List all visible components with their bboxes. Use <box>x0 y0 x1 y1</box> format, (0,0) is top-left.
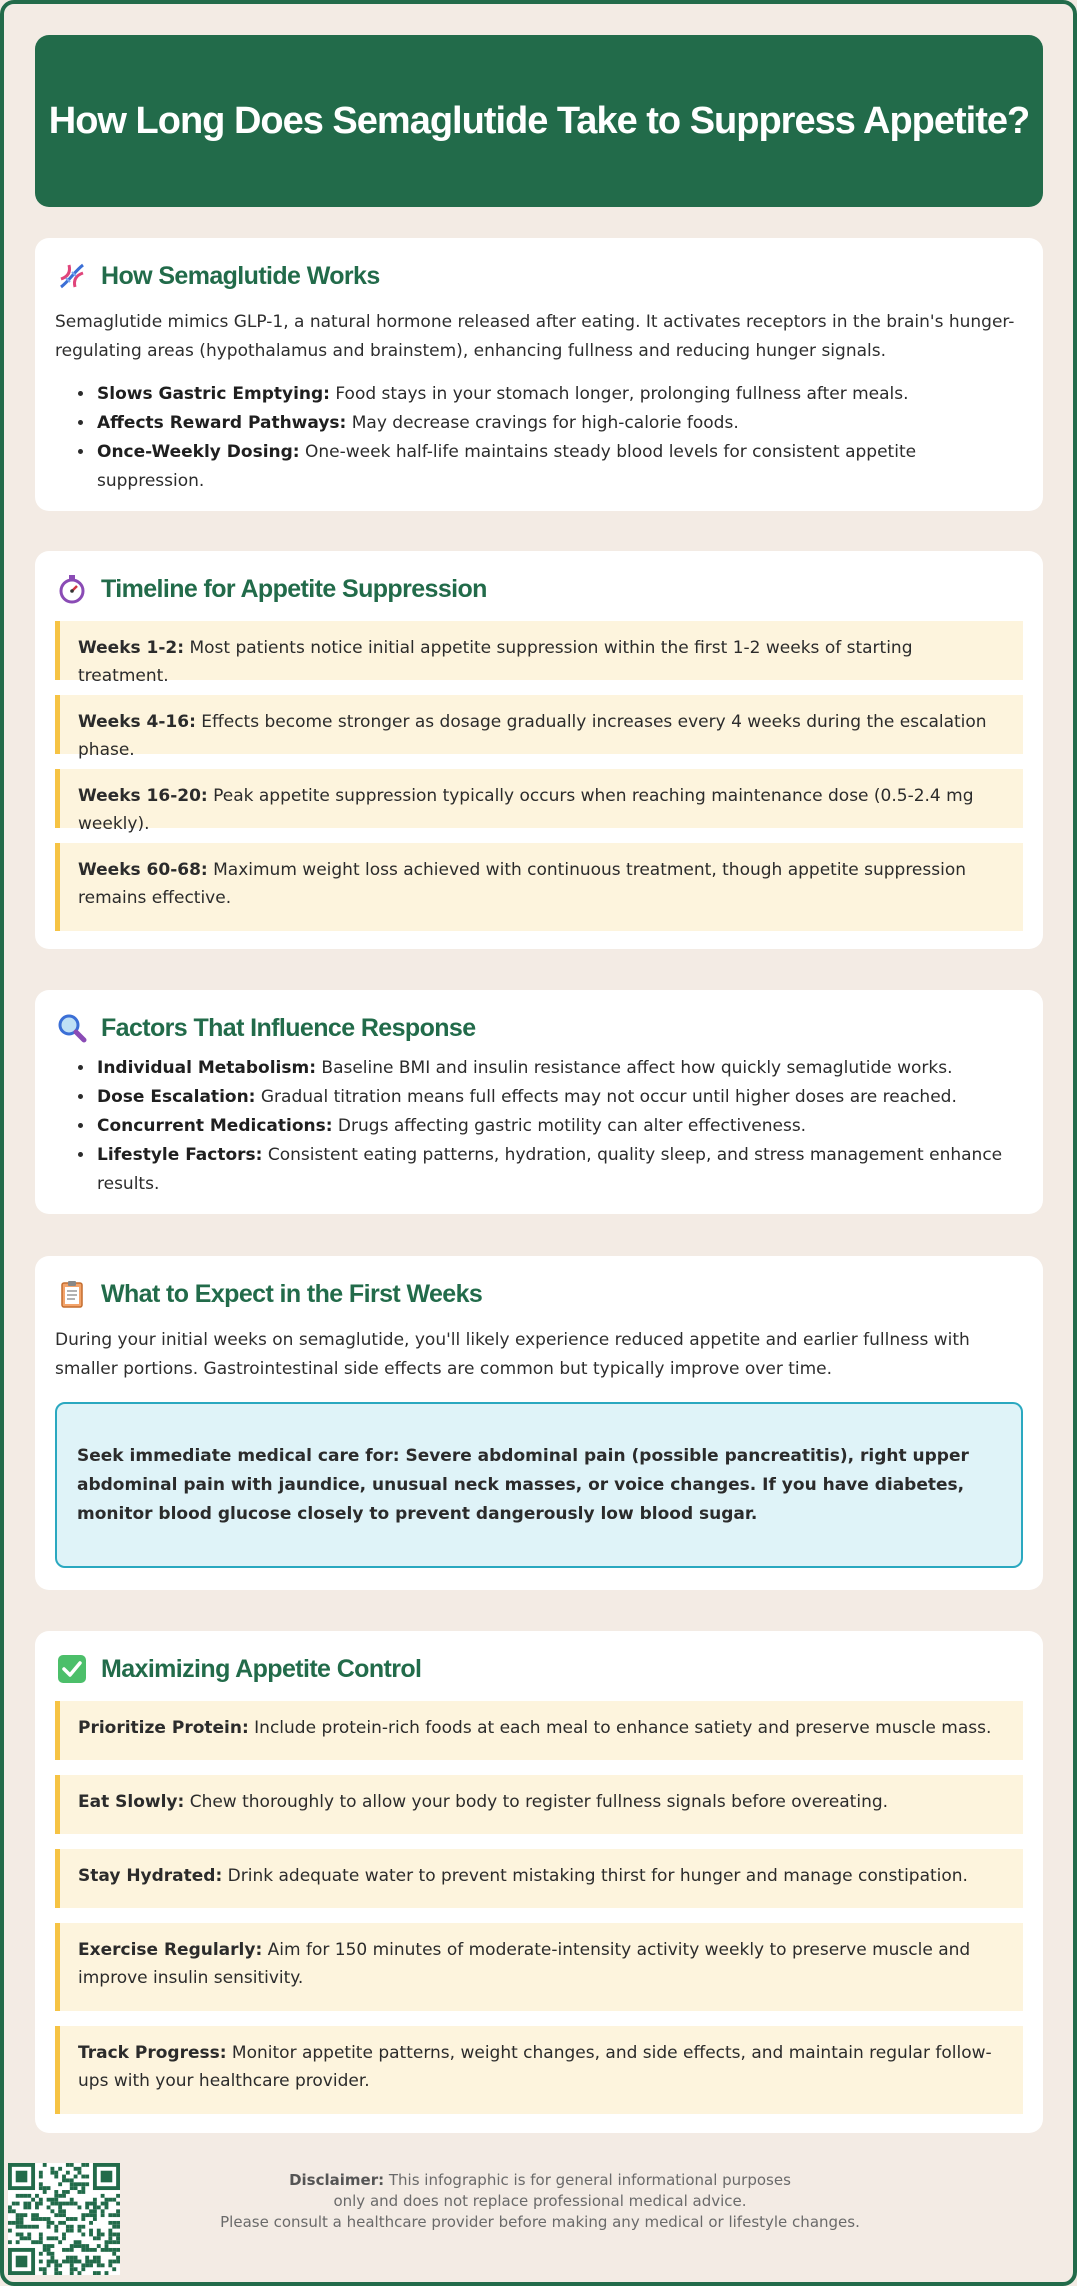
item-text: Consistent eating patterns, hydration, quality sleep, and stress management enhance results. <box>97 1145 1003 1194</box>
qr-code[interactable] <box>8 2163 120 2275</box>
tip-item <box>55 1849 1023 1908</box>
item-label: Exercise Regularly: <box>78 1940 263 1960</box>
item-text: Monitor appetite patterns, weight changes, and side effects, and maintain regular follow-ups with your healthcare provider. <box>78 2043 992 2091</box>
magnifier-icon <box>55 1011 89 1045</box>
item-label: Prioritize Protein: <box>78 1718 249 1738</box>
timeline-item <box>55 695 1023 760</box>
section-heading: How Semaglutide Works <box>101 261 380 290</box>
list-item <box>95 1141 1023 1199</box>
item-label: Individual Metabolism: <box>97 1058 316 1078</box>
item-text: Drugs affecting gastric motility can alter effectiveness. <box>332 1116 807 1136</box>
list-item <box>95 1054 1023 1083</box>
item-label: Slows Gastric Emptying: <box>97 384 330 404</box>
disclaimer-text: This infographic is for general informational purposes <box>384 2171 791 2189</box>
item-text: May decrease cravings for high-calorie foods. <box>346 413 739 433</box>
list-item <box>95 438 1023 496</box>
item-label: Weeks 4-16: <box>78 712 196 732</box>
item-label: Weeks 16-20: <box>78 786 208 806</box>
factors-list <box>95 1054 1023 1199</box>
item-text: Include protein-rich foods at each meal to enhance satiety and preserve muscle mass. <box>248 1718 992 1738</box>
title-banner <box>35 35 1043 207</box>
mechanism-list <box>95 380 1023 496</box>
list-item <box>95 1112 1023 1141</box>
tip-item <box>55 1701 1023 1760</box>
item-text: One-week half-life maintains steady blood levels for consistent appetite suppression. <box>97 442 917 491</box>
section-heading: Maximizing Appetite Control <box>101 1654 422 1683</box>
item-label: Eat Slowly: <box>78 1792 185 1812</box>
item-text: Peak appetite suppression typically occurs when reaching maintenance dose (0.5-2.4 mg weekly). <box>78 786 974 834</box>
dna-icon <box>55 259 89 293</box>
list-item <box>95 380 1023 409</box>
clipboard-icon <box>55 1277 89 1311</box>
item-text: Aim for 150 minutes of moderate-intensity activity weekly to preserve muscle and improve insulin sensitivity. <box>78 1940 971 1988</box>
item-text: Chew thoroughly to allow your body to register fullness signals before overeating. <box>184 1792 889 1812</box>
expect-card <box>35 1256 1043 1590</box>
tip-item <box>55 2026 1023 2114</box>
tip-item <box>55 1775 1023 1834</box>
item-label: Affects Reward Pathways: <box>97 413 347 433</box>
item-text: Drink adequate water to prevent mistaking thirst for hunger and manage constipation. <box>222 1866 968 1886</box>
checkmark-icon <box>55 1652 89 1686</box>
item-text: Effects become stronger as dosage gradually increases every 4 weeks during the escalation phase. <box>78 712 987 760</box>
intro-text: During your initial weeks on semaglutide, you'll likely experience reduced appetite and earlier fullness with smaller portions. Gastrointestinal side effects are common but typically improve over time. <box>55 1330 970 1379</box>
tip-item <box>55 1923 1023 2011</box>
item-label: Stay Hydrated: <box>78 1866 223 1886</box>
section-heading: What to Expect in the First Weeks <box>101 1279 483 1308</box>
item-text: Baseline BMI and insulin resistance affect how quickly semaglutide works. <box>316 1058 953 1078</box>
maximize-card <box>35 1631 1043 2133</box>
item-label: Weeks 1-2: <box>78 638 185 658</box>
timeline-item <box>55 843 1023 931</box>
list-item <box>95 409 1023 438</box>
item-text: Food stays in your stomach longer, prolonging fullness after meals. <box>329 384 909 404</box>
medical-alert-box: Seek immediate medical care for: Severe abdominal pain (possible pancreatitis), right upper abdominal pain with jaundice, unusual neck masses, or voice changes. If you have diabetes, monitor blood glucose closely to prevent dangerously low blood sugar. <box>55 1402 1023 1568</box>
section-heading: Factors That Influence Response <box>101 1013 476 1042</box>
how-it-works-card <box>35 238 1043 511</box>
item-text: Maximum weight loss achieved with continuous treatment, though appetite suppression remains effective. <box>78 860 967 908</box>
timeline-card <box>35 551 1043 949</box>
item-label: Concurrent Medications: <box>97 1116 333 1136</box>
page-title: How Long Does Semaglutide Take to Suppress Appetite? <box>48 99 1030 142</box>
item-text: Most patients notice initial appetite suppression within the first 1-2 weeks of starting treatment. <box>78 638 913 686</box>
item-text: Gradual titration means full effects may not occur until higher doses are reached. <box>255 1087 957 1107</box>
timeline-item <box>55 769 1023 834</box>
disclaimer <box>190 2170 890 2233</box>
item-label: Track Progress: <box>78 2043 227 2063</box>
intro-text: Semaglutide mimics GLP-1, a natural hormone released after eating. It activates receptors in the brain's hunger-regulating areas (hypothalamus and brainstem), enhancing fullness and reducing hunger signals. <box>55 312 1015 361</box>
disclaimer-text: only and does not replace professional medical advice. <box>333 2192 747 2210</box>
list-item <box>95 1083 1023 1112</box>
stopwatch-icon <box>55 572 89 606</box>
item-label: Weeks 60-68: <box>78 860 208 880</box>
item-label: Lifestyle Factors: <box>97 1145 263 1165</box>
section-heading: Timeline for Appetite Suppression <box>101 574 487 603</box>
factors-card <box>35 990 1043 1214</box>
disclaimer-text: Please consult a healthcare provider before making any medical or lifestyle changes. <box>220 2213 860 2231</box>
item-label: Once-Weekly Dosing: <box>97 442 300 462</box>
disclaimer-label: Disclaimer: <box>289 2171 385 2189</box>
timeline-item <box>55 621 1023 686</box>
item-label: Dose Escalation: <box>97 1087 256 1107</box>
